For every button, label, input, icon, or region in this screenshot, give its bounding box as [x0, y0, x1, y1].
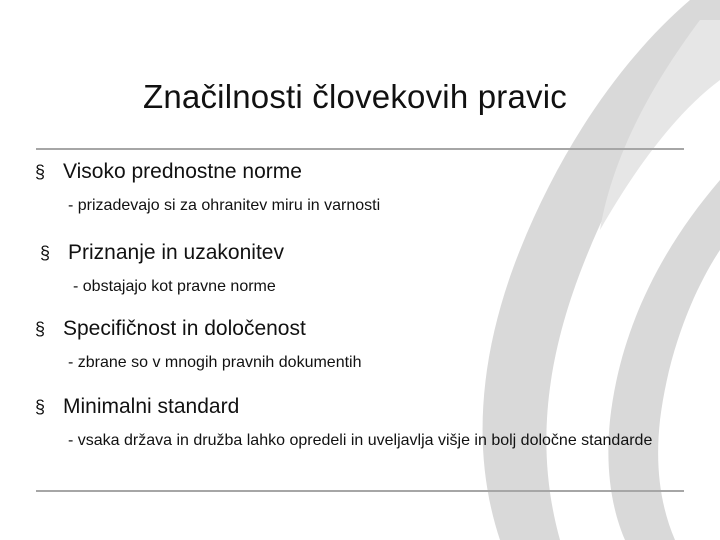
item-heading: Minimalni standard: [63, 395, 240, 418]
item-description: - obstajajo kot pravne norme: [73, 278, 276, 295]
item-description: - prizadevajo si za ohranitev miru in varnosti: [68, 197, 381, 214]
item-description: - zbrane so v mnogih pravnih dokumentih: [68, 354, 362, 371]
item-heading: Visoko prednostne norme: [63, 160, 302, 183]
section-bullet-icon: §: [35, 319, 46, 339]
item-heading: Specifičnost in določenost: [63, 317, 306, 340]
item-description: - vsaka država in družba lahko opredeli in uveljavlja višje in bolj določne standarde: [68, 432, 653, 449]
section-bullet-icon: §: [35, 397, 46, 417]
item-heading: Priznanje in uzakonitev: [68, 241, 284, 264]
slide-title: Značilnosti človekovih pravic: [143, 78, 567, 115]
section-bullet-icon: §: [35, 162, 46, 182]
section-bullet-icon: §: [40, 243, 51, 263]
top-divider: [36, 148, 684, 150]
bottom-divider: [36, 490, 684, 492]
